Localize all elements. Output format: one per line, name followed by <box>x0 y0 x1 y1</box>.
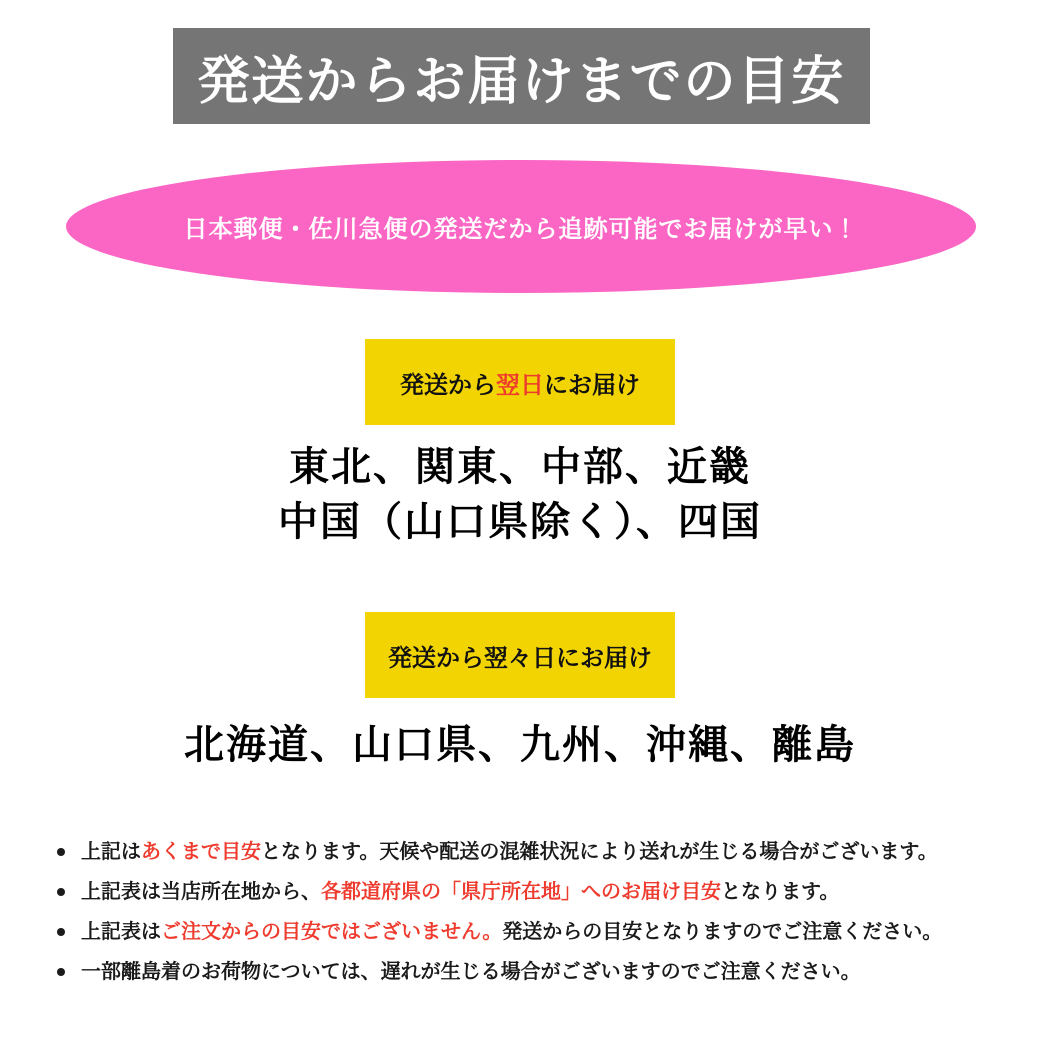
page-title <box>173 28 870 124</box>
region-line: 中国（山口県除く）、四国 <box>278 500 762 544</box>
note-segment-highlight: ご注文からの目安ではございません。 <box>161 921 503 943</box>
note-item <box>55 952 1010 992</box>
bullet-icon <box>57 848 65 856</box>
note-segment: 一部離島着のお荷物については、遅れが生じる場合がございますのでご注意ください。 <box>81 961 861 983</box>
note-item <box>55 872 1010 912</box>
note-text <box>81 952 861 992</box>
bullet-icon <box>57 928 65 936</box>
note-segment: 上記は <box>81 841 141 863</box>
two-day-delivery-tag <box>365 612 675 698</box>
note-text <box>81 912 942 952</box>
note-segment-highlight: 各都道府県の「県庁所在地」へのお届け目安 <box>321 881 721 903</box>
carrier-callout-ellipse <box>66 160 976 293</box>
next-day-delivery-tag <box>365 339 675 425</box>
note-segment: となります。天候や配送の混雑状況により送れが生じる場合がございます。 <box>261 841 938 863</box>
note-segment: 発送からの目安となりますのでご注意ください。 <box>502 921 943 943</box>
region-line: 東北、関東、中部、近畿 <box>289 445 751 489</box>
tag-text-segment: にお届け <box>544 371 640 399</box>
tag-text-segment: 発送から <box>400 371 496 399</box>
note-text <box>81 832 938 872</box>
note-segment: 上記表は当店所在地から、 <box>81 881 321 903</box>
tag-text-segment: 発送から翌々日にお届け <box>388 644 652 672</box>
note-segment: 上記表は <box>81 921 161 943</box>
note-segment-highlight: あくまで目安 <box>141 841 261 863</box>
region-line: 北海道、山口県、九州、沖縄、離島 <box>184 723 856 767</box>
tag-text-segment-highlight: 翌日 <box>496 371 544 399</box>
note-item <box>55 832 1010 872</box>
note-item <box>55 912 1010 952</box>
note-text <box>81 872 839 912</box>
page-title-text: 発送からお届けまでの目安 <box>197 52 846 111</box>
carrier-callout-text: 日本郵便・佐川急便の発送だから追跡可能でお届けが早い！ <box>183 216 859 243</box>
notes-list <box>55 832 1010 992</box>
note-segment: となります。 <box>721 881 840 903</box>
bullet-icon <box>57 888 65 896</box>
next-day-regions <box>0 440 1040 550</box>
two-day-regions <box>0 718 1040 773</box>
bullet-icon <box>57 968 65 976</box>
